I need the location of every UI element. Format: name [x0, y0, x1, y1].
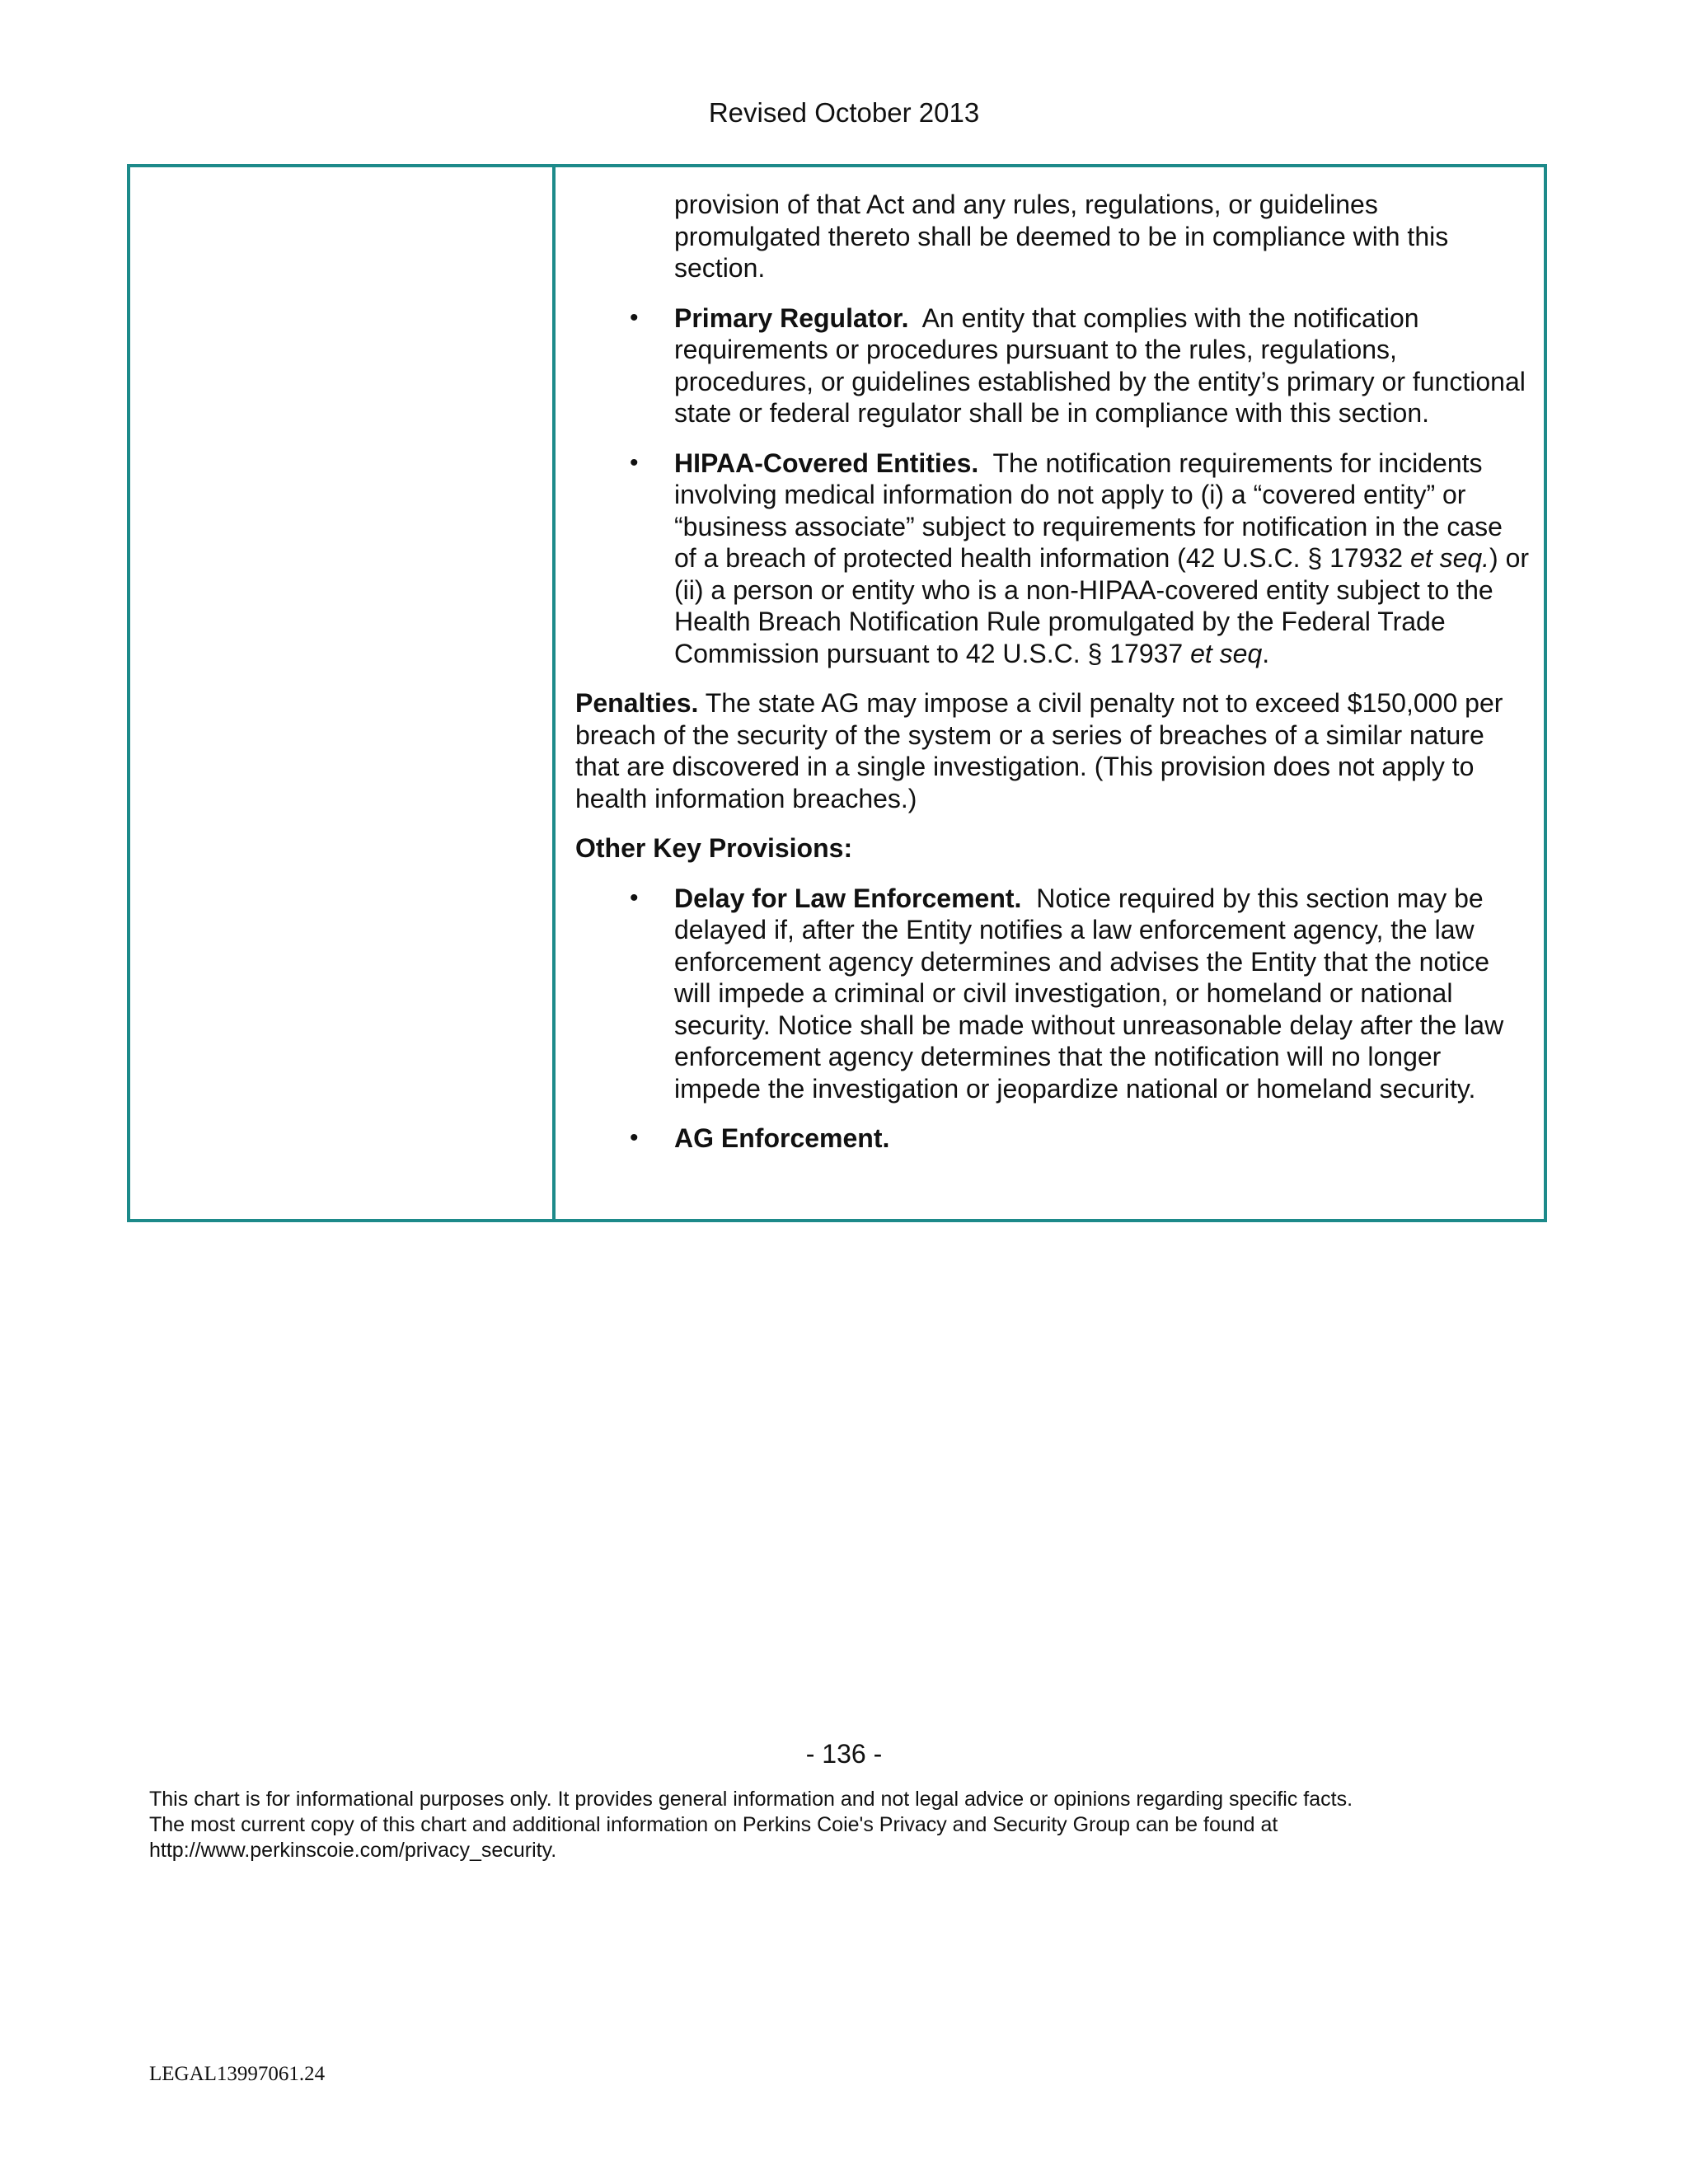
continuation-item: [575, 189, 1531, 284]
bullet-icon: •: [630, 303, 639, 331]
disclaimer-line-1: This chart is for informational purposes only. It provides general information and not legal advice or opinions regarding specific facts.: [149, 1788, 1353, 1811]
hipaa-label: HIPAA-Covered Entities.: [674, 448, 979, 478]
revision-header: Revised October 2013: [708, 97, 980, 128]
statute-table: [127, 164, 1547, 1222]
table-content-cell: [575, 189, 1531, 1173]
penalties-label: Penalties.: [575, 688, 699, 718]
delay-item: [575, 883, 1531, 1105]
hipaa-text-b: ) or (ii) a person or entity who is a non-HIPAA-covered entity subject to the Health Breach Notification Rule promulgated by the Federal Trade Commission pursuant to 42 U.S.C. § 17937: [674, 543, 1530, 668]
disclaimer-link[interactable]: http://www.perkinscoie.com/privacy_security.: [149, 1839, 557, 1862]
ag-enforcement-item: [575, 1122, 1531, 1155]
bullet-icon: •: [630, 448, 639, 476]
delay-text: Notice required by this section may be delayed if, after the Entity notifies a law enforcement agency, the law enforcement agency determines and advises the Entity that the notice will impede a criminal or civil investigation, or homeland or national security. Notice shall be made without unreasonable delay after the law enforcement agency determines that the notification will no longer impede the investigation or jeopardize national or homeland security.: [674, 883, 1504, 1104]
primary-regulator-label: Primary Regulator.: [674, 302, 909, 333]
hipaa-et-seq-2: et seq: [1190, 638, 1263, 668]
penalties-paragraph: [575, 687, 1531, 814]
penalties-text: The state AG may impose a civil penalty not to exceed $150,000 per breach of the security of the system or a series of breaches of a similar nature that are discovered in a single investigation. (This provision does not apply to health information breaches.): [575, 688, 1503, 813]
footer-disclaimer: [149, 1787, 1592, 1863]
ag-enforcement-label: AG Enforcement.: [674, 1123, 890, 1153]
disclaimer-line-2: The most current copy of this chart and additional information on Perkins Coie's Privacy and Security Group can be found at: [149, 1813, 1278, 1836]
table-column-divider: [552, 167, 556, 1219]
delay-label: Delay for Law Enforcement.: [674, 883, 1022, 913]
other-key-provisions-heading: Other Key Provisions:: [575, 833, 853, 863]
primary-regulator-item: [575, 302, 1531, 429]
primary-regulator-text: An entity that complies with the notification requirements or procedures pursuant to the rules, regulations, procedures, or guidelines established by the entity’s primary or functional state or federal regulator shall be in compliance with this section.: [674, 302, 1526, 428]
page-number: - 136 -: [805, 1739, 883, 1769]
continuation-text: provision of that Act and any rules, regulations, or guidelines promulgated thereto shall be deemed to be in compliance with this section.: [674, 190, 1449, 283]
hipaa-text-a: The notification requirements for incidents involving medical information do not apply to (i) a “covered entity” or “business associate” subject to requirements for notification in the case of a breach of protected health information (42 U.S.C. § 17932: [674, 448, 1503, 573]
bullet-icon: •: [630, 1124, 639, 1151]
legal-document-code: LEGAL13997061.24: [149, 2063, 326, 2085]
bullet-icon: •: [630, 883, 639, 912]
hipaa-item: [575, 448, 1531, 670]
hipaa-et-seq-1: et seq.: [1409, 543, 1490, 573]
hipaa-text-c: .: [1262, 638, 1270, 668]
